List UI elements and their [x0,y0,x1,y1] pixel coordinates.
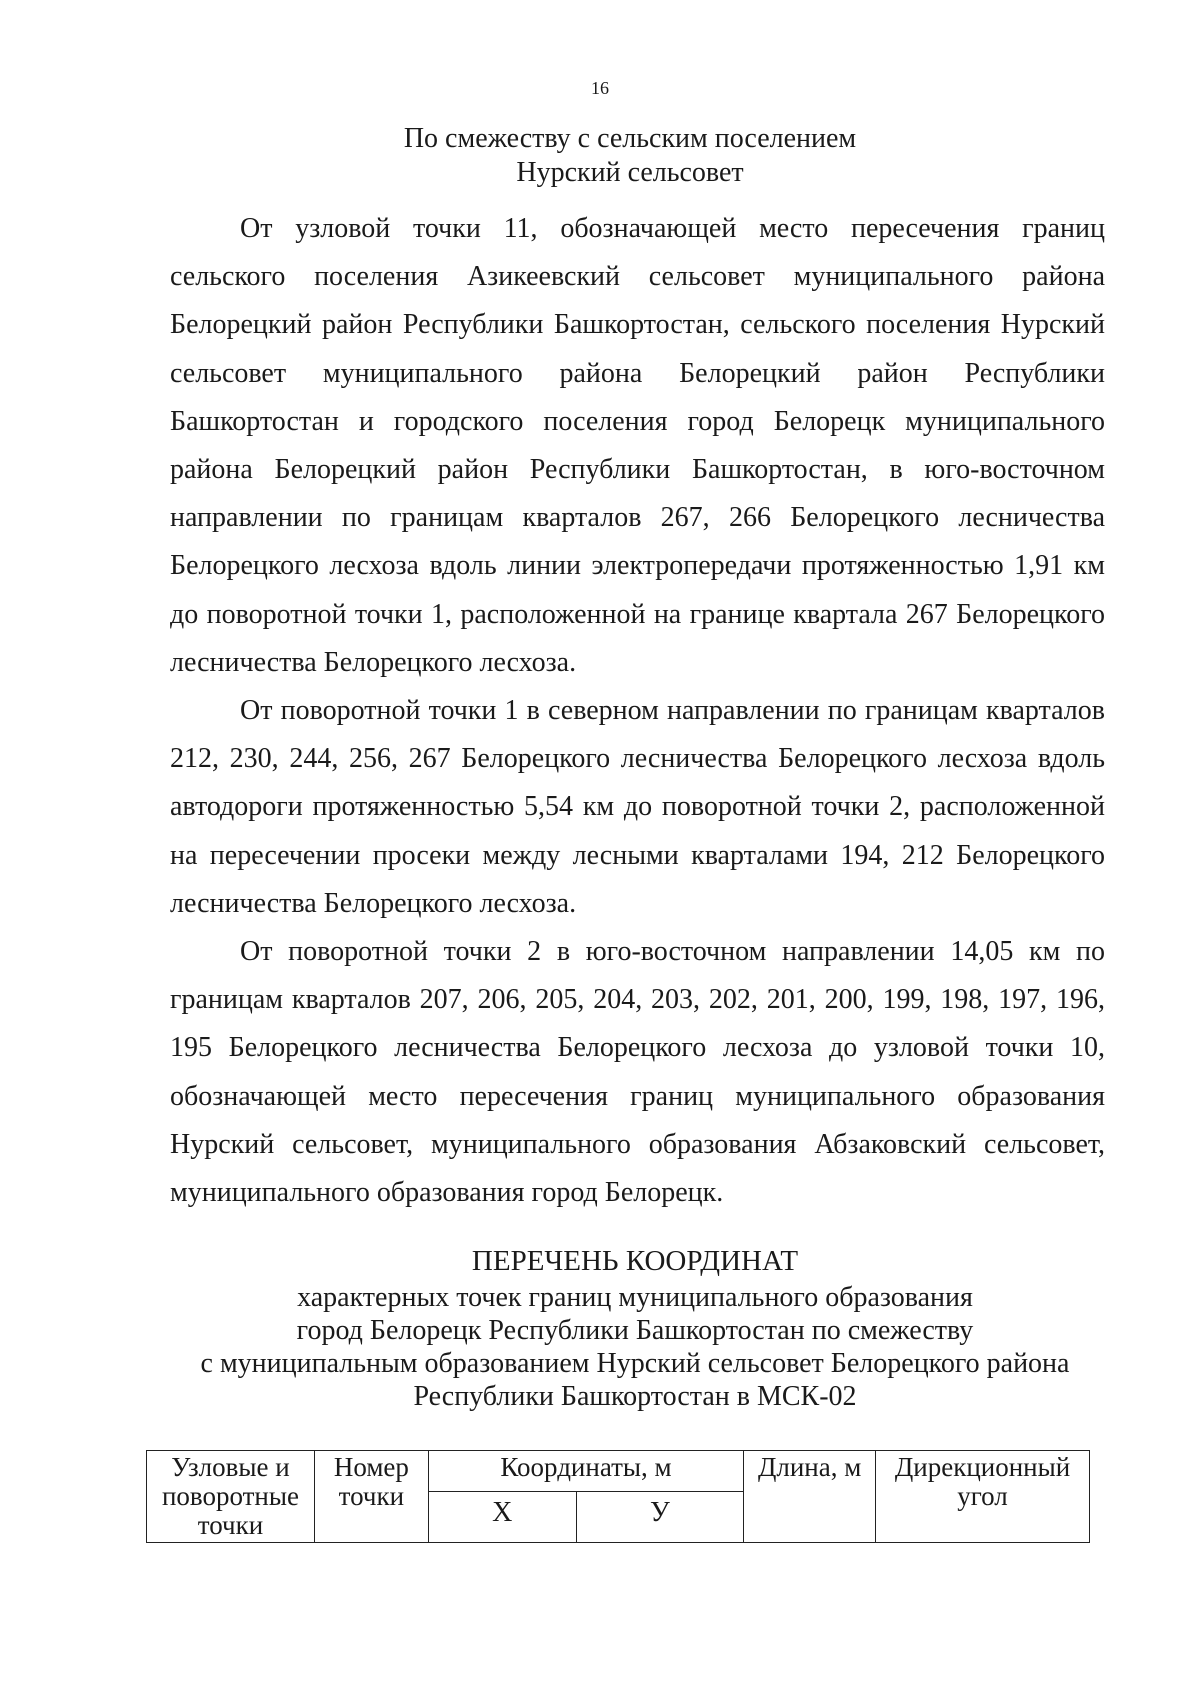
coordinates-table [146,1450,1090,1543]
header-coordinates: Координаты, м [428,1451,743,1492]
coordinates-list-subtitle-4: Республики Башкортостан в МСК-02 [413,1381,857,1412]
header-nodes: Узловые и поворотные точки [147,1451,315,1543]
section-heading-line-1: По смежеству с сельским поселением [403,123,857,154]
header-direction-angle: Дирекционный угол [876,1451,1090,1543]
coordinates-list-subtitle-3: с муниципальным образованием Нурский сельсовет Белорецкого района [200,1348,1070,1379]
coordinates-list-title [170,1245,1100,1413]
page-number: 16 [591,78,609,98]
coordinates-list-subtitle-1: характерных точек границ муниципального образования [297,1282,973,1313]
table-header-row-1 [147,1451,1090,1492]
header-x: Х [428,1492,576,1543]
coordinates-list-subtitle-2: город Белорецк Республики Башкортостан по смежеству [296,1315,974,1346]
paragraph-1: От узловой точки 11, обозначающей место пересечения границ сельского поселения Азикеевский сельсовет муниципального района Белорецкий район Республики Башкортостан, сельского поселения Нурский сельсовет муниципального района Белорецкий район Республики Башкортостан и городского поселения город Белорецк муниципального района Белорецкий район Республики Башкортостан, в юго-восточном направлении по границам кварталов 267, 266 Белорецкого лесничества Белорецкого лесхоза вдоль линии электропередачи протяженностью 1,91 км до поворотной точки 1, расположенной на границе квартала 267 Белорецкого лесничества Белорецкого лесхоза. [170,213,1105,678]
body-text [170,205,1105,1217]
coordinates-list-heading: ПЕРЕЧЕНЬ КООРДИНАТ [471,1245,799,1277]
paragraph-2: От поворотной точки 1 в северном направлении по границам кварталов 212, 230, 244, 256, 267 Белорецкого лесничества Белорецкого лесхоза вдоль автодороги протяженностью 5,54 км до поворотной точки 2, расположенной на пересечении просеки между лесными кварталами 194, 212 Белорецкого лесничества Белорецкого лесхоза. [170,695,1105,919]
header-point-number: Номер точки [314,1451,428,1543]
paragraph-3: От поворотной точки 2 в юго-восточном направлении 14,05 км по границам кварталов 207, 206, 205, 204, 203, 202, 201, 200, 199, 198, 197, 196, 195 Белорецкого лесничества Белорецкого лесхоза до узловой точки 10, обозначающей место пересечения границ муниципального образования Нурский сельсовет, муниципального образования Абзаковский сельсовет, муниципального образования город Белорецк. [170,936,1105,1209]
header-y: У [576,1492,744,1543]
section-heading [170,122,1090,190]
section-heading-line-2: Нурский сельсовет [516,157,744,188]
header-length: Длина, м [744,1451,876,1543]
